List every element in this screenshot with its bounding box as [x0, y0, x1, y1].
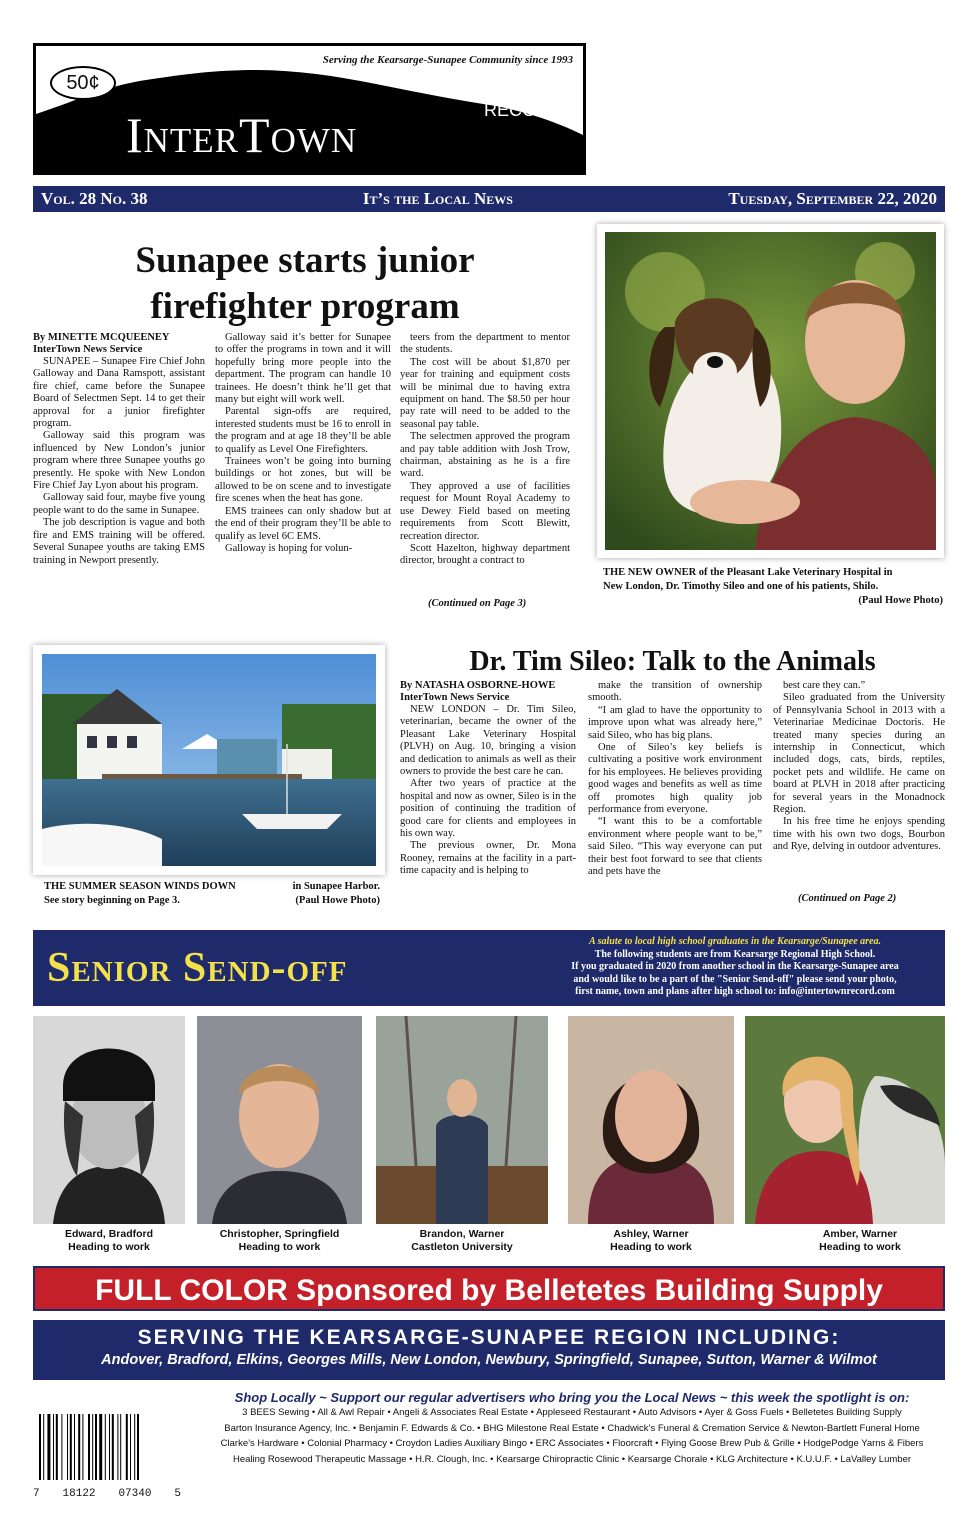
harbor-photo-credit: (Paul Howe Photo): [295, 895, 380, 906]
advertiser-line: Clarke’s Hardware • Colonial Pharmacy • Croydon Ladies Auxiliary Bingo • ERC Associates • Floorcraft • Flying Goose Brew Pub & Grille • HodgePodge Yarns & Fibers: [220, 1438, 924, 1449]
paragraph: EMS trainees can only shadow but at the end of their program they’ll be able to qualify as level 6C EMS.: [215, 505, 391, 542]
senior-name-christopher: Christopher, Springfield Heading to work: [219, 1228, 340, 1253]
barcode-bar: [95, 1414, 97, 1480]
senior-photo-edward: [33, 1016, 185, 1224]
article1-continued: (Continued on Page 3): [428, 598, 527, 609]
barcode-bar: [120, 1414, 121, 1480]
harbor-photo: [33, 645, 385, 875]
harbor-photo-caption: THE SUMMER SEASON WINDS DOWN in Sunapee Harbor. See story beginning on Page 3. (Paul Howe Photo): [44, 881, 380, 906]
paragraph: One of Sileo’s key beliefs is cultivating a positive work environment for his employees. He believes providing good wages and benefits as well as time off promotes high quality job performance from everyone.: [588, 742, 762, 816]
paragraph: The previous owner, Dr. Mona Rooney, remains at the facility in a part-time capacity and is helping to: [400, 840, 576, 877]
article1-col2: [215, 332, 391, 555]
region-heading: SERVING THE KEARSARGE-SUNAPEE REGION INCLUDING:: [137, 1326, 841, 1349]
senior-sendoff-title: Senior Send-off: [47, 945, 348, 991]
barcode-bar: [130, 1414, 131, 1480]
masthead: [33, 43, 586, 175]
paragraph: Parental sign-offs are required, interested students must be 16 to enroll in the program and at age 18 they’ll be able to qualify as Level One Firefighters.: [215, 406, 391, 455]
region-towns: Andover, Bradford, Elkins, Georges Mills, New London, Newbury, Springfield, Sunapee, Sutton, Warner & Wilmot: [101, 1352, 877, 1368]
barcode-bar: [88, 1414, 90, 1480]
barcode-bar: [74, 1414, 75, 1480]
barcode-bar: [92, 1414, 93, 1480]
barcode-bar: [39, 1414, 41, 1480]
vet-photo-caption: THE NEW OWNER of the Pleasant Lake Veterinary Hospital in New London, Dr. Timothy Sileo and one of his patients, Shilo. (Paul Howe Photo): [603, 567, 943, 606]
senior-sendoff-banner: [33, 930, 945, 1006]
barcode-bars: [33, 1414, 181, 1482]
article1-text-col1: [33, 356, 205, 567]
barcode-bar: [137, 1414, 139, 1480]
barcode-bar: [53, 1414, 54, 1480]
article1-byline: By MINETTE MCQUEENEY InterTown News Service: [33, 332, 170, 355]
senior-photo-amber: [745, 1016, 945, 1224]
barcode-bar: [117, 1414, 118, 1480]
senior-name-brandon: Brandon, Warner Castleton University: [411, 1228, 513, 1253]
paragraph: They approved a use of facilities request for Mount Royal Academy to use Dewey Field based on meeting requirements from Scott Blewitt, recreation director.: [400, 480, 570, 542]
article1-col1: [33, 332, 205, 567]
advertiser-spotlight: [196, 1390, 948, 1467]
barcode-bar: [105, 1414, 106, 1480]
advertiser-line: Healing Rosewood Therapeutic Massage • H.R. Clough, Inc. • Kearsarge Chiropractic Clinic • Kearsarge Chorale • KLG Architecture • K.U.U.F. • LaValley Lumber: [232, 1453, 912, 1465]
barcode-bar: [56, 1414, 58, 1480]
paragraph: In his free time he enjoys spending time with his own two dogs, Bourbon and Rye, delving in outdoor adventures.: [773, 816, 945, 853]
sunapee-harbor-image: [42, 654, 376, 866]
masthead-title: InterTown: [126, 107, 358, 163]
barcode-bar: [134, 1414, 135, 1480]
price-badge: 50¢: [50, 66, 116, 100]
region-banner: [33, 1320, 945, 1380]
article1-text-col3: [400, 332, 570, 568]
issue-date: Tuesday, September 22, 2020: [728, 189, 937, 208]
paragraph: Scott Hazelton, highway department director, brought a contract to: [400, 542, 570, 567]
article1-headline: Sunapee starts junior firefighter program: [135, 240, 475, 327]
sponsor-banner: FULL COLOR Sponsored by Belletetes Building Supply: [33, 1266, 945, 1311]
barcode-bar: [109, 1414, 110, 1480]
barcode-bar: [99, 1414, 102, 1480]
barcode-bar: [61, 1414, 62, 1480]
paragraph: Galloway said four, maybe five young people want to do the same in Sunapee.: [33, 492, 205, 516]
barcode-bar: [112, 1414, 114, 1480]
paragraph: make the transition of ownership smooth.: [588, 680, 762, 704]
paragraph: best care they can.”: [783, 680, 866, 691]
barcode-bar: [67, 1414, 68, 1480]
vet-photo-credit: (Paul Howe Photo): [858, 595, 943, 606]
article2-text-col2: [588, 680, 762, 879]
masthead-tagline: Serving the Kearsarge-Sunapee Community since 1993: [322, 54, 573, 66]
senior-name-amber: Amber, Warner Heading to work: [819, 1228, 901, 1253]
masthead-record: RECORD: [484, 100, 563, 120]
spotlight-heading: Shop Locally ~ Support our regular advertisers who bring you the Local News ~ this week the spotlight is on:: [234, 1390, 910, 1405]
article2-headline: Dr. Tim Sileo: Talk to the Animals: [469, 646, 876, 677]
paragraph: After two years of practice at the hospital and now as owner, Sileo is in the position of continuing the tradition of good care for clients and employees in his own way.: [400, 778, 576, 840]
barcode-bar: [78, 1414, 80, 1480]
article2-col2: [588, 680, 762, 879]
senior-photo-ashley: [568, 1016, 734, 1224]
vet-with-dog-image: [605, 232, 936, 550]
article2-col3: [773, 680, 945, 854]
paragraph: Trainees won’t be going into burning buildings or hot zones, but will be allowed to be on scene and to investigate fire scenes when the heat has gone.: [215, 456, 391, 505]
barcode-bar: [70, 1414, 72, 1480]
advertiser-line: 3 BEES Sewing • All & Awl Repair • Angeli & Associates Real Estate • Appleseed Restaurant • Auto Advisors • Ayer & Goss Fuels • Belletetes Building Supply: [242, 1407, 902, 1418]
senior-name-ashley: Ashley, Warner Heading to work: [610, 1228, 692, 1253]
paragraph: Sileo graduated from the University of Pennsylvania School in 2013 with a Veterinariae Medicinae Doctoris. He treated many species during an internship in Connecticut, which included dogs, cats, birds, reptiles, pocket pets and wildlife. He came on board at PLVH in 2018 after practicing for several years in the Monadnock Region.: [773, 692, 945, 816]
article2-text-col1: [400, 704, 576, 878]
barcode-bar: [82, 1414, 83, 1480]
barcode-bar: [47, 1414, 50, 1480]
paragraph: SUNAPEE – Sunapee Fire Chief John Galloway and Dana Ramspott, assistant fire chief, came before the Sunapee Board of Selectmen Sept. 14 to get their approval for a junior firefighter program.: [33, 356, 205, 430]
barcode-bar: [43, 1414, 44, 1480]
article2-byline: By NATASHA OSBORNE-HOWE InterTown News Service: [400, 680, 556, 703]
paragraph: teers from the department to mentor the students.: [400, 332, 570, 356]
paragraph: Galloway said this program was influenced by New London’s junior program where three Sunapee youths go presently. He spoke with New London Fire Chief Jay Lyon about his program.: [33, 430, 205, 492]
portrait-image: [197, 1016, 362, 1224]
paragraph: Galloway is hoping for volun-: [225, 542, 353, 554]
senior-photo-christopher: [197, 1016, 362, 1224]
paragraph: “I am glad to have the opportunity to improve upon what was already here,” said Sileo, who has big plans.: [588, 704, 762, 741]
paragraph: The selectmen approved the program and pay table addition with Josh Trow, chairman, abstaining as he is a fire ward.: [400, 431, 570, 480]
issue-bar: [33, 186, 945, 212]
paragraph: “I want this to be a comfortable environment where people want to be,” said Sileo. “This way everyone can put their best foot forward to see that clients and pets have the: [588, 816, 762, 878]
paragraph: NEW LONDON – Dr. Tim Sileo, veterinarian, became the owner of the Pleasant Lake Veterinary Hospital (PLVH) on Aug. 10, bringing a vision and dedication to animals as well as their owners to provide the best care he can.: [400, 704, 576, 778]
article2-col1: [400, 680, 576, 878]
volume-number: Vol. 28 No. 38: [41, 189, 148, 208]
advertiser-line: Barton Insurance Agency, Inc. • Benjamin F. Edwards & Co. • BHG Milestone Real Estate • Chadwick’s Funeral & Cremation Service & Newton-Bartlett Funeral Home: [224, 1422, 920, 1434]
senior-sendoff-notice: A salute to local high school graduates in the Kearsarge/Sunapee area. The following students are from Kearsarge Regional High School. If you graduated in 2020 from another school in the Kearsarge-Sunapee area and would like to be a part of the "Senior Send-off" please send your photo, first name, town and plans after high school to: info@intertownrecord.com: [571, 936, 899, 997]
article2-continued: (Continued on Page 2): [798, 893, 897, 904]
portrait-image: [745, 1016, 945, 1224]
article1-text-col2: [215, 332, 391, 555]
barcode: [33, 1414, 181, 1500]
portrait-image: [568, 1016, 734, 1224]
paragraph: The job description is vague and both fire and EMS training will be offered. Several Sunapee youths are taking EMS training in Newport presently.: [33, 517, 205, 566]
paragraph: Galloway said it’s better for Sunapee to offer the programs in town and it will hopefully bring more people into the department. The program can handle 10 trainees. He doesn’t think he’ll get that many but eight will work well.: [215, 332, 391, 406]
slogan: It’s the Local News: [362, 189, 513, 208]
article2-text-col3: [773, 680, 945, 854]
vet-photo: [597, 224, 944, 558]
senior-photo-brandon: [376, 1016, 548, 1224]
article1-col3: [400, 332, 570, 568]
barcode-digits: 7 18122 07340 5: [33, 1488, 181, 1500]
barcode-bar: [126, 1414, 128, 1480]
paragraph: The cost will be about $1,870 per year for training and equipment costs will be minimal due to having extra equipment on hand. The $8.50 per hour pay rate will need to be added to the seasonal pay table.: [400, 356, 570, 430]
portrait-image: [33, 1016, 185, 1224]
portrait-image: [376, 1016, 548, 1224]
senior-name-edward: Edward, Bradford Heading to work: [64, 1228, 154, 1253]
